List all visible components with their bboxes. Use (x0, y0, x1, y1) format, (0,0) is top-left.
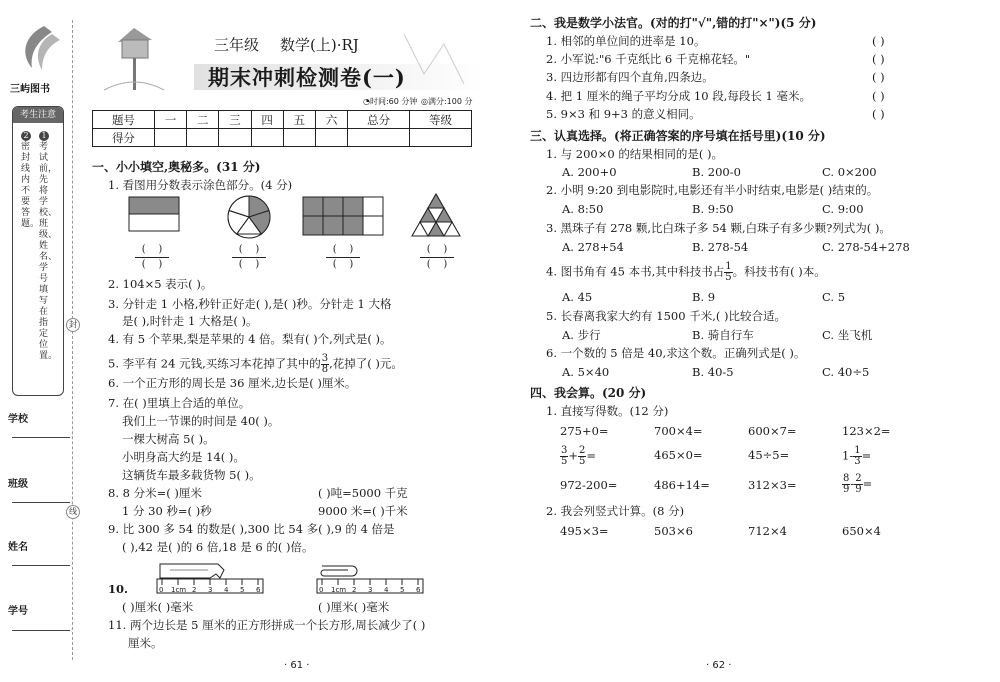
calc-item: 600×7= (748, 424, 797, 438)
choice-q3-option-a[interactable]: A. 278+54 (562, 240, 624, 254)
choice-q6-option-a[interactable]: A. 5×40 (562, 365, 610, 379)
q3-text-a: 3. 分针走 1 小格,秒针正好走( ),是( )秒。分针走 1 大格 (108, 297, 392, 311)
ruler-tick-label: 6 (416, 586, 421, 594)
choice-q2-option-b[interactable]: B. 9:50 (692, 202, 734, 216)
choice-q3: 3. 黑珠子有 278 颗,比白珠子多 54 颗,白珠子有多少颗?列式为( )。 (546, 221, 891, 235)
judge-item-4: 4. 把 1 厘米的绳子平均分成 10 段,每段长 1 毫米。 (546, 89, 811, 103)
score-cell[interactable] (219, 129, 251, 147)
seal-line (72, 20, 73, 660)
vertical-calc-item: 495×3= (560, 524, 609, 538)
calc-item: 123×2= (842, 424, 891, 438)
seal-mark-top: 封 (66, 318, 80, 332)
score-table-cell: 四 (251, 111, 283, 129)
calc-q1: 1. 直接写得数。(12 分) (546, 404, 669, 418)
choice-q2: 2. 小明 9:20 到电影院时,电影还有半小时结束,电影是( )结束的。 (546, 183, 879, 197)
score-cell[interactable] (348, 129, 410, 147)
score-table-cell: 总分 (348, 111, 410, 129)
score-cell[interactable] (187, 129, 219, 147)
ruler-tick-label: 1cm (171, 586, 187, 594)
q8-item-1: 8. 8 分米=( )厘米 (108, 486, 202, 500)
section3-title: 三、认真选择。(将正确答案的序号填在括号里)(10 分) (530, 129, 826, 143)
choice-q5-option-c[interactable]: C. 坐飞机 (822, 328, 873, 342)
ruler-tick-label: 0 (319, 586, 324, 594)
fraction-blank-1[interactable]: ( ) ( ) (133, 245, 171, 270)
brand-name: 三屿图书 (10, 84, 50, 95)
page-number-right: · 62 · (706, 660, 732, 671)
score-table-cell: 六 (315, 111, 347, 129)
score-table-cell: 得分 (93, 129, 155, 147)
vertical-calc-item: 650×4 (842, 524, 881, 538)
score-table-cell: 二 (187, 111, 219, 129)
ruler-tick-label: 2 (192, 586, 197, 594)
notice-item-1: 1 考试前，先将学校、班级、姓名、学号填写在指定位置。 (39, 131, 58, 361)
notice-box (12, 106, 64, 396)
name-field[interactable] (12, 565, 70, 566)
calc-item-fraction-diff-2: $\frac{8}{9}$ - $\frac{2}{9}$ = (843, 473, 873, 495)
choice-q1-option-c[interactable]: C. 0×200 (822, 165, 877, 179)
calc-item: 312×3= (748, 478, 797, 492)
q4-text: 4. 有 5 个苹果,梨是苹果的 4 倍。梨有( )个,列式是( )。 (108, 332, 392, 346)
choice-q5-option-a[interactable]: A. 步行 (562, 328, 601, 342)
choice-q3-option-c[interactable]: C. 278-54+278 (822, 240, 910, 254)
section1-title: 一、小小填空,奥秘多。(31 分) (92, 160, 261, 174)
q8-item-4: 9000 米=( )千米 (318, 504, 408, 518)
choice-q2-option-c[interactable]: C. 9:00 (822, 202, 864, 216)
q9-text-a: 9. 比 300 多 54 的数是( ),300 比 54 多( ),9 的 4 倍是 (108, 522, 395, 536)
calc-item: 972-200= (560, 478, 618, 492)
q10-answer-2: ( )厘米( )毫米 (318, 600, 390, 614)
score-table-cell: 五 (283, 111, 315, 129)
choice-q5-option-b[interactable]: B. 骑自行车 (692, 328, 754, 342)
judge-blank-4[interactable]: ( ) (872, 89, 885, 103)
ruler-tick-label: 5 (240, 586, 245, 594)
calc-item: 45÷5= (748, 448, 790, 462)
brand-logo-icon (14, 24, 64, 76)
notice-item-2: 2 密封线内不要答题。 (21, 131, 40, 229)
score-info: ◎满分:100 分 (421, 97, 473, 106)
choice-q6-option-b[interactable]: B. 40-5 (692, 365, 734, 379)
calc-q2: 2. 我会列竖式计算。(8 分) (546, 504, 685, 518)
fraction-blank-4[interactable]: ( ) ( ) (418, 245, 456, 270)
choice-q1: 1. 与 200×0 的结果相同的是( )。 (546, 147, 723, 161)
q10-answer-1: ( )厘米( )毫米 (122, 600, 194, 614)
choice-q1-option-b[interactable]: B. 200-0 (692, 165, 741, 179)
score-table-cell: 一 (154, 111, 186, 129)
section2-title: 二、我是数学小法官。(对的打"√",错的打"×")(5 分) (530, 16, 817, 30)
ruler-with-paperclip (316, 560, 426, 596)
class-label: 班级 (8, 479, 28, 490)
fraction-blank-3[interactable]: ( ) ( ) (324, 245, 362, 270)
score-table-score-row (93, 129, 472, 147)
choice-q3-option-b[interactable]: B. 278-54 (692, 240, 749, 254)
school-field[interactable] (12, 437, 70, 438)
ruler-tick-label: 4 (224, 586, 229, 594)
judge-blank-3[interactable]: ( ) (872, 70, 885, 84)
judge-item-5: 5. 9×3 和 9+3 的意义相同。 (546, 107, 701, 121)
vertical-calc-item: 503×6 (654, 524, 693, 538)
calc-item-fraction-sum: $\frac{3}{5}$ + $\frac{2}{5}$ = (561, 445, 597, 467)
grade-label: 三年级 (214, 36, 260, 54)
choice-q4: 4. 图书角有 45 本书,其中科技书占 $\frac{1}{5}$ 。科技书有( )本。 (546, 261, 826, 283)
choice-q4-option-a[interactable]: A. 45 (562, 290, 593, 304)
q7-item-3: 小明身高大约是 14( )。 (122, 450, 245, 464)
choice-q6-option-c[interactable]: C. 40÷5 (822, 365, 870, 379)
exam-title: 期末冲刺检测卷(一) (208, 65, 406, 90)
circle-fraction-figure (224, 192, 274, 242)
q2-text: 2. 104×5 表示( )。 (108, 277, 213, 291)
binding-strip (0, 0, 78, 682)
calc-item: 486+14= (654, 478, 710, 492)
judge-item-2: 2. 小军说:"6 千克纸比 6 千克棉花轻。" (546, 52, 751, 66)
ruler-tick-label: 2 (352, 586, 357, 594)
choice-q6: 6. 一个数的 5 倍是 40,求这个数。正确列式是( )。 (546, 346, 806, 360)
section4-title: 四、我会算。(20 分) (530, 386, 647, 400)
score-table-header-row (93, 111, 472, 129)
score-table-cell: 题号 (93, 111, 155, 129)
rectangle-half-figure (128, 196, 180, 236)
seal-mark-bottom: 线 (66, 505, 80, 519)
q8-item-3: 1 分 30 秒=( )秒 (122, 504, 212, 518)
page-number-left: · 61 · (284, 660, 310, 671)
grid-fraction-figure (302, 196, 384, 238)
q7-item-4: 这辆货车最多载货物 5( )。 (122, 468, 261, 482)
q7-item-2: 一棵大树高 5( )。 (122, 432, 215, 446)
calc-item-fraction-diff: 1- $\frac{1}{3}$ = (842, 445, 872, 467)
judge-blank-5[interactable]: ( ) (872, 107, 885, 121)
ruler-tick-label: 5 (400, 586, 405, 594)
q1-text: 1. 看图用分数表示涂色部分。(4 分) (108, 178, 293, 192)
ruler-tick-label: 0 (159, 586, 164, 594)
judge-blank-1[interactable]: ( ) (872, 34, 885, 48)
ruler-tick-label: 3 (368, 586, 373, 594)
score-cell[interactable] (251, 129, 283, 147)
ruler-with-crayon (156, 560, 266, 596)
q6-text: 6. 一个正方形的周长是 36 厘米,边长是( )厘米。 (108, 376, 357, 390)
vertical-calc-item: 712×4 (748, 524, 787, 538)
ruler-tick-label: 3 (208, 586, 213, 594)
score-cell[interactable] (410, 129, 472, 147)
q9-text-b: ( ),42 是( )的 6 倍,18 是 6 的( )倍。 (122, 540, 314, 554)
triangle-fraction-figure (410, 192, 462, 238)
student-id-field[interactable] (12, 630, 70, 631)
class-field[interactable] (12, 502, 70, 503)
judge-item-1: 1. 相邻的单位间的进率是 10。 (546, 34, 706, 48)
judge-item-3: 3. 四边形都有四个直角,四条边。 (546, 70, 714, 84)
q8-item-2: ( )吨=5000 千克 (318, 486, 408, 500)
notice-title: 考生注意 (13, 107, 63, 123)
q3-text-b: 是( ),时针走 1 大格是( )。 (122, 314, 258, 328)
q7-text: 7. 在( )里填上合适的单位。 (108, 396, 251, 410)
q11-text-b: 厘米。 (128, 636, 163, 650)
score-cell[interactable] (154, 129, 186, 147)
ruler-tick-label: 6 (256, 586, 261, 594)
choice-q1-option-a[interactable]: A. 200+0 (562, 165, 617, 179)
q5-text: 5. 李平有 24 元钱,买练习本花掉了其中的 $\frac{3}{8}$ ,花掉了( )元。 (108, 353, 403, 375)
calc-item: 465×0= (654, 448, 703, 462)
score-table-cell: 等级 (410, 111, 472, 129)
school-label: 学校 (8, 414, 28, 425)
score-table (92, 110, 472, 147)
q7-item-1: 我们上一节课的时间是 40( )。 (122, 414, 280, 428)
subject-label: 数学(上)·RJ (280, 36, 359, 54)
time-info: ◔时间:60 分钟 (363, 97, 418, 106)
ruler-tick-label: 4 (384, 586, 389, 594)
calc-item: 275+0= (560, 424, 609, 438)
choice-q5: 5. 长春离我家大约有 1500 千米,( )比较合适。 (546, 309, 786, 323)
judge-blank-2[interactable]: ( ) (872, 52, 885, 66)
fraction-blank-2[interactable]: ( ) ( ) (230, 245, 268, 270)
ruler-tick-label: 1cm (331, 586, 347, 594)
student-id-label: 学号 (8, 606, 28, 617)
choice-q4-option-c[interactable]: C. 5 (822, 290, 846, 304)
q11-text-a: 11. 两个边长是 5 厘米的正方形拼成一个长方形,周长减少了( ) (108, 618, 426, 632)
calc-item: 700×4= (654, 424, 703, 438)
score-table-cell: 三 (219, 111, 251, 129)
choice-q2-option-a[interactable]: A. 8:50 (562, 202, 604, 216)
choice-q4-option-b[interactable]: B. 9 (692, 290, 716, 304)
name-label: 姓名 (8, 542, 28, 553)
q10-label: 10. (108, 582, 129, 596)
score-cell[interactable] (315, 129, 347, 147)
score-cell[interactable] (283, 129, 315, 147)
